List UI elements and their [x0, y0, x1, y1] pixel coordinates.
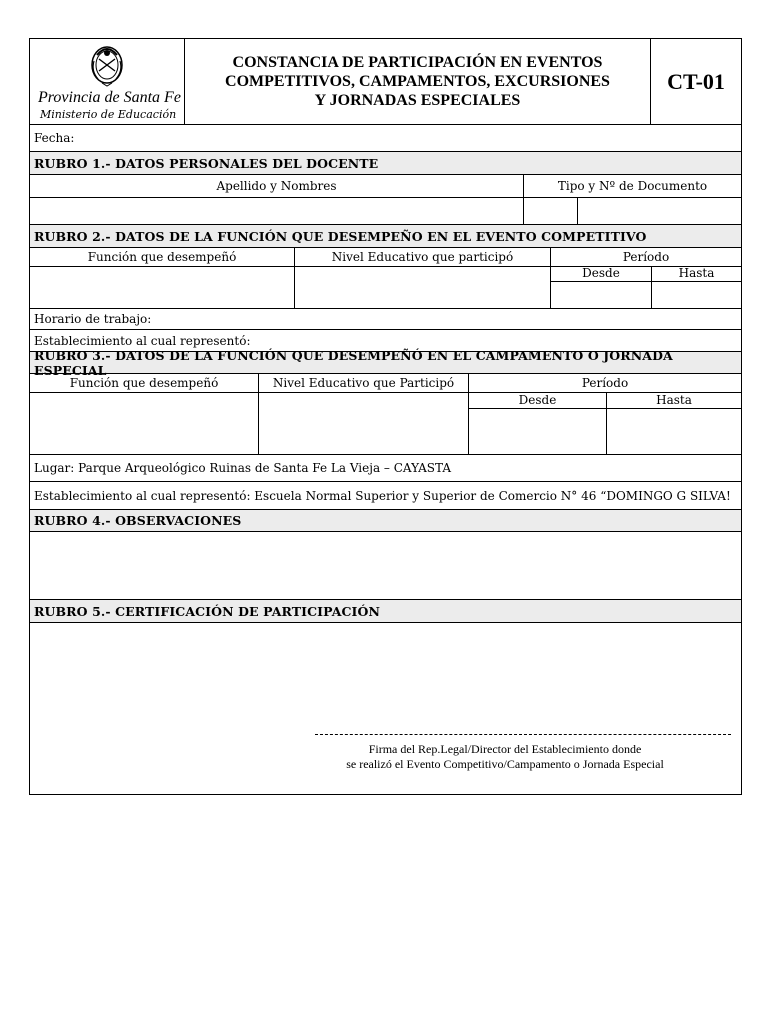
horario-field[interactable]: [30, 309, 741, 330]
col-nivel: Nivel Educativo que participó: [295, 248, 550, 267]
hasta-field[interactable]: [652, 282, 741, 308]
rubro3-table: [30, 374, 741, 455]
rubro3-title: RUBRO 3.- DATOS DE LA FUNCIÓN QUE DESEMPEÑÓ EN EL CAMPAMENTO O JORNADA ESPECIAL: [34, 347, 673, 378]
rubro3-nivel-column: [259, 374, 469, 454]
rubro2-nivel-column: [295, 248, 551, 308]
col-periodo: Período: [551, 248, 741, 267]
numero-documento-field[interactable]: [578, 198, 741, 224]
periodo-subheaders: [551, 267, 741, 282]
ministry-name: Ministerio de Educación: [40, 108, 177, 121]
col-tipo-documento: Tipo y Nº de Documento: [557, 179, 708, 193]
funcion-field[interactable]: [30, 393, 258, 454]
hasta-field[interactable]: [607, 409, 741, 454]
col-hasta: Hasta: [678, 266, 715, 280]
nivel-field[interactable]: [295, 267, 550, 308]
form-title-line: COMPETITIVOS, CAMPAMENTOS, EXCURSIONES: [225, 73, 610, 90]
fecha-field[interactable]: [30, 125, 741, 152]
apellido-nombres-field[interactable]: [30, 198, 524, 224]
periodo-subheaders: [469, 393, 741, 409]
establecimiento-text: Establecimiento al cual representó: Escuela Normal Superior y Superior de Comercio N° 46 “DOMINGO G SILVA!: [34, 488, 731, 503]
rubro4-header: [30, 510, 741, 532]
desde-field[interactable]: [469, 409, 607, 454]
nivel-field[interactable]: [259, 393, 468, 454]
periodo-inputs: [551, 282, 741, 308]
rubro4-title: RUBRO 4.- OBSERVACIONES: [34, 513, 242, 528]
col-funcion: Función que desempeñó: [30, 248, 294, 267]
rubro1-title: RUBRO 1.- DATOS PERSONALES DEL DOCENTE: [34, 155, 379, 171]
col-periodo: Período: [469, 374, 741, 393]
establecimiento-representado-field[interactable]: [30, 482, 741, 510]
rubro1-column-headers: [30, 175, 741, 198]
col-desde: Desde: [551, 267, 652, 281]
rubro2-title: RUBRO 2.- DATOS DE LA FUNCIÓN QUE DESEMPEÑO EN EL EVENTO COMPETITIVO: [34, 228, 647, 244]
rubro2-periodo-column: [551, 248, 741, 308]
rubro5-header: [30, 600, 741, 623]
col-hasta: Hasta: [656, 393, 692, 407]
tipo-documento-field[interactable]: [524, 198, 578, 224]
form-title-line: Y JORNADAS ESPECIALES: [314, 92, 521, 109]
rubro3-periodo-column: [469, 374, 741, 454]
rubro2-header: [30, 225, 741, 248]
signature-block: [315, 734, 731, 772]
rubro3-header: [30, 347, 741, 378]
establecimiento-label: Establecimiento al cual representó:: [34, 333, 251, 348]
desde-field[interactable]: [551, 282, 652, 308]
col-apellido-nombres: Apellido y Nombres: [30, 175, 524, 197]
signature-caption-line: Firma del Rep.Legal/Director del Establecimiento donde: [368, 742, 642, 756]
santa-fe-crest-icon: [88, 41, 126, 87]
fecha-label: Fecha:: [34, 131, 75, 145]
col-desde: Desde: [469, 393, 607, 408]
form-title-line: CONSTANCIA DE PARTICIPACIÓN EN EVENTOS: [232, 54, 603, 71]
rubro2-table: [30, 248, 741, 309]
logo-block: [30, 39, 185, 124]
rubro1-input-row: [30, 198, 741, 225]
signature-caption: [315, 742, 675, 772]
col-nivel: Nivel Educativo que Participó: [259, 374, 468, 393]
lugar-text: Lugar: Parque Arqueológico Ruinas de Santa Fe La Vieja – CAYASTA: [34, 461, 451, 475]
signature-line[interactable]: [315, 734, 731, 735]
periodo-inputs: [469, 409, 741, 454]
col-funcion: Función que desempeñó: [30, 374, 258, 393]
rubro1-header: [30, 152, 741, 175]
form-title: [185, 39, 651, 124]
rubro5-title: RUBRO 5.- CERTIFICACIÓN DE PARTICIPACIÓN: [34, 603, 381, 619]
horario-label: Horario de trabajo:: [34, 312, 152, 326]
observaciones-field[interactable]: [30, 532, 741, 600]
participation-form: [29, 38, 742, 795]
certificacion-area: [30, 623, 741, 794]
rubro3-funcion-column: [30, 374, 259, 454]
lugar-field[interactable]: [30, 455, 741, 482]
province-name: Provincia de Santa Fe: [38, 89, 181, 106]
signature-caption-line: se realizó el Evento Competitivo/Campamento o Jornada Especial: [346, 757, 664, 771]
rubro2-funcion-column: [30, 248, 295, 308]
funcion-field[interactable]: [30, 267, 294, 308]
form-code: CT-01: [667, 68, 725, 94]
form-header: [30, 39, 741, 125]
